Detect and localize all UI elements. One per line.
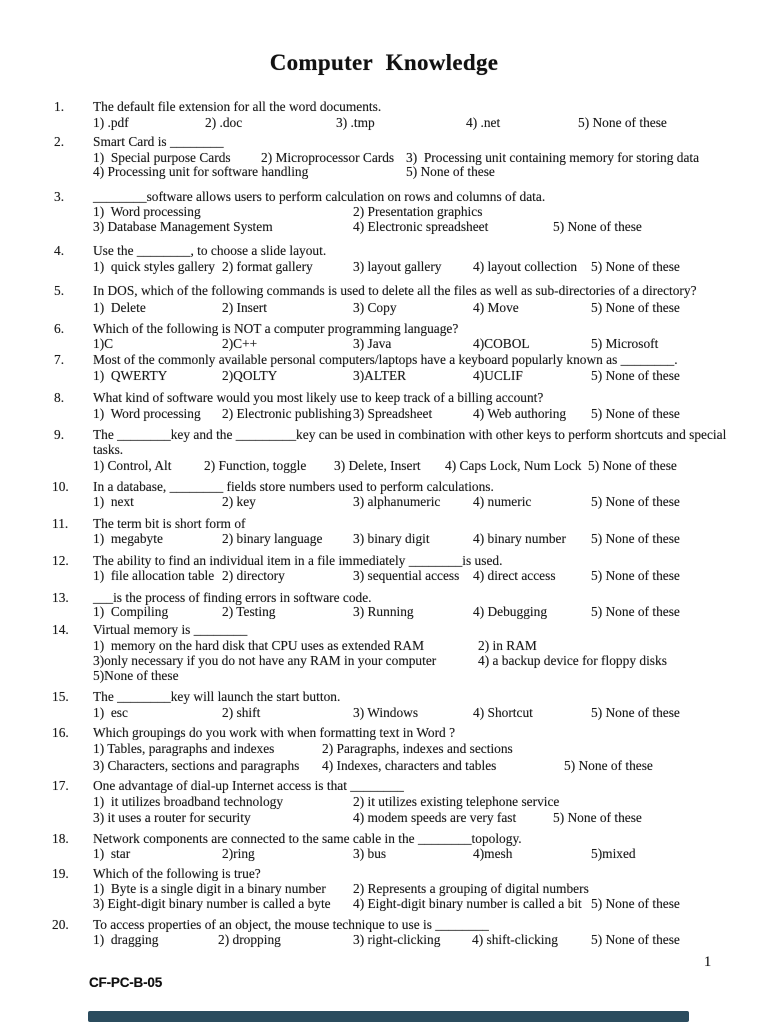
question-number: 5. xyxy=(54,283,65,298)
option-item: 5) None of these xyxy=(591,896,680,911)
option-item: 1) QWERTY xyxy=(93,368,168,383)
option-item: 2) Function, toggle xyxy=(204,458,307,473)
option-item: 2) Testing xyxy=(222,604,276,619)
question-number: 18. xyxy=(52,831,69,846)
option-item: 5) None of these xyxy=(553,810,642,825)
question-stem-line: ___is the process of finding errors in software code. xyxy=(93,590,372,605)
option-item: 1) Byte is a single digit in a binary number xyxy=(93,881,326,896)
option-item: 2) in RAM xyxy=(478,638,537,653)
option-item: 4) Debugging xyxy=(473,604,548,619)
option-item: 1) Delete xyxy=(93,300,146,315)
option-item: 4)COBOL xyxy=(473,336,530,351)
option-item: 5) None of these xyxy=(591,259,680,274)
option-item: 2) Electronic publishing xyxy=(222,406,352,421)
option-item: 2) it utilizes existing telephone service xyxy=(353,794,560,809)
option-item: 5)mixed xyxy=(591,846,636,861)
option-item: 5) None of these xyxy=(591,531,680,546)
option-item: 3) Delete, Insert xyxy=(334,458,421,473)
option-item: 1) esc xyxy=(93,705,128,720)
option-item: 4)mesh xyxy=(473,846,513,861)
option-item: 5) None of these xyxy=(591,705,680,720)
option-item: 1) file allocation table xyxy=(93,568,215,583)
option-item: 3) Characters, sections and paragraphs xyxy=(93,758,300,773)
option-item: 2) Insert xyxy=(222,300,267,315)
option-item: 2) Paragraphs, indexes and sections xyxy=(322,741,513,756)
question-stem-line: What kind of software would you most likely use to keep track of a billing account? xyxy=(93,390,544,405)
option-item: 4) Move xyxy=(473,300,519,315)
option-item: 3) .tmp xyxy=(336,115,375,130)
option-item: 2) .doc xyxy=(205,115,243,130)
question-number: 20. xyxy=(52,917,69,932)
option-item: 4) binary number xyxy=(473,531,566,546)
question-stem-line: Which groupings do you work with when formatting text in Word ? xyxy=(93,725,456,740)
question-number: 3. xyxy=(54,189,65,204)
option-item: 3) Spreadsheet xyxy=(353,406,433,421)
option-item: 1) memory on the hard disk that CPU uses as extended RAM xyxy=(93,638,424,653)
option-item: 1)C xyxy=(93,336,114,351)
question-number: 1. xyxy=(54,99,65,114)
option-item: 5) None of these xyxy=(578,115,667,130)
option-item: 5) None of these xyxy=(591,568,680,583)
option-item: 4) Eight-digit binary number is called a bit xyxy=(353,896,582,911)
question-stem-line: The ________key and the _________key can be used in combination with other keys to perform shortcuts and special xyxy=(93,427,727,442)
question-stem-line: Most of the commonly available personal computers/laptops have a keyboard popularly known as ________. xyxy=(93,352,678,367)
option-item: 3)only necessary if you do not have any RAM in your computer xyxy=(93,653,437,668)
option-item: 2) Microprocessor Cards xyxy=(261,150,395,165)
question-number: 14. xyxy=(52,622,69,637)
option-item: 5) None of these xyxy=(406,164,495,179)
option-item: 1) Word processing xyxy=(93,406,201,421)
question-number: 2. xyxy=(54,134,65,149)
option-item: 4) layout collection xyxy=(473,259,578,274)
question-stem-line: The term bit is short form of xyxy=(93,516,246,531)
option-item: 1) it utilizes broadband technology xyxy=(93,794,284,809)
option-item: 4) modem speeds are very fast xyxy=(353,810,517,825)
question-stem-line: The ability to find an individual item in a file immediately ________is used. xyxy=(93,553,503,568)
bottom-bar xyxy=(88,1011,689,1022)
option-item: 5) None of these xyxy=(591,604,680,619)
option-item: 1) megabyte xyxy=(93,531,163,546)
question-number: 6. xyxy=(54,321,65,336)
option-item: 2) key xyxy=(222,494,256,509)
option-item: 5) None of these xyxy=(591,932,680,947)
option-item: 4) .net xyxy=(466,115,501,130)
option-item: 1) Tables, paragraphs and indexes xyxy=(93,741,275,756)
option-item: 4) Web authoring xyxy=(473,406,567,421)
option-item: 3) Java xyxy=(353,336,392,351)
option-item: 1) Compiling xyxy=(93,604,169,619)
question-stem-line: Which of the following is NOT a computer programming language? xyxy=(93,321,459,336)
option-item: 3) layout gallery xyxy=(353,259,442,274)
option-item: 3) Running xyxy=(353,604,414,619)
question-number: 8. xyxy=(54,390,65,405)
footer-code: CF-PC-B-05 xyxy=(89,975,163,990)
option-item: 1) Control, Alt xyxy=(93,458,172,473)
question-stem-line: Which of the following is true? xyxy=(93,866,261,881)
option-item: 1) star xyxy=(93,846,131,861)
option-item: 5) None of these xyxy=(564,758,653,773)
option-item: 2) dropping xyxy=(218,932,281,947)
option-item: 3) alphanumeric xyxy=(353,494,441,509)
option-item: 4) a backup device for floppy disks xyxy=(478,653,667,668)
option-item: 3) right-clicking xyxy=(353,932,441,947)
page-number: 1 xyxy=(704,954,712,970)
option-item: 2) directory xyxy=(222,568,285,583)
option-item: 2) Presentation graphics xyxy=(353,204,483,219)
question-stem-line: The ________key will launch the start button. xyxy=(93,689,341,704)
question-stem-line: Use the ________, to choose a slide layout. xyxy=(93,243,327,258)
question-number: 11. xyxy=(52,516,69,531)
option-item: 3) binary digit xyxy=(353,531,430,546)
option-item: 5) None of these xyxy=(553,219,642,234)
option-item: 1) Word processing xyxy=(93,204,201,219)
option-item: 3) Processing unit containing memory for storing data xyxy=(406,150,700,165)
question-stem-line: The default file extension for all the word documents. xyxy=(93,99,382,114)
question-stem-line: One advantage of dial-up Internet access is that ________ xyxy=(93,778,404,793)
question-stem-line: tasks. xyxy=(93,442,124,457)
option-item: 5) None of these xyxy=(591,406,680,421)
question-stem-line: ________software allows users to perform calculation on rows and columns of data. xyxy=(93,189,546,204)
question-number: 15. xyxy=(52,689,69,704)
question-stem-line: In DOS, which of the following commands is used to delete all the files as well as sub-directories of a directory? xyxy=(93,283,697,298)
option-item: 5) None of these xyxy=(591,300,680,315)
question-number: 7. xyxy=(54,352,65,367)
option-item: 2)C++ xyxy=(222,336,258,351)
option-item: 5) Microsoft xyxy=(591,336,659,351)
option-item: 2) shift xyxy=(222,705,261,720)
question-number: 9. xyxy=(54,427,65,442)
option-item: 1) Special purpose Cards xyxy=(93,150,231,165)
option-item: 4) shift-clicking xyxy=(472,932,558,947)
question-number: 19. xyxy=(52,866,69,881)
option-item: 4) Electronic spreadsheet xyxy=(353,219,489,234)
option-item: 5) None of these xyxy=(591,368,680,383)
option-item: 3) sequential access xyxy=(353,568,460,583)
question-number: 16. xyxy=(52,725,69,740)
option-item: 4) Shortcut xyxy=(473,705,533,720)
option-item: 4) Indexes, characters and tables xyxy=(322,758,497,773)
option-item: 4) Caps Lock, Num Lock xyxy=(445,458,582,473)
option-item: 1) dragging xyxy=(93,932,159,947)
option-item: 3) Copy xyxy=(353,300,397,315)
question-number: 17. xyxy=(52,778,69,793)
option-item: 3) Eight-digit binary number is called a byte xyxy=(93,896,331,911)
option-item: 5)None of these xyxy=(93,668,179,683)
option-item: 1) next xyxy=(93,494,134,509)
option-item: 1) .pdf xyxy=(93,115,129,130)
question-number: 4. xyxy=(54,243,65,258)
option-item: 5) None of these xyxy=(591,494,680,509)
option-item: 3) bus xyxy=(353,846,387,861)
option-item: 3)ALTER xyxy=(353,368,407,383)
question-stem-line: Network components are connected to the same cable in the ________topology. xyxy=(93,831,522,846)
option-item: 2)ring xyxy=(222,846,255,861)
option-item: 1) quick styles gallery xyxy=(93,259,215,274)
option-item: 4) Processing unit for software handling xyxy=(93,164,309,179)
question-stem-line: In a database, ________ fields store numbers used to perform calculations. xyxy=(93,479,494,494)
question-stem-line: Virtual memory is ________ xyxy=(93,622,248,637)
question-stem-line: Smart Card is ________ xyxy=(93,134,224,149)
question-number: 13. xyxy=(52,590,69,605)
question-number: 12. xyxy=(52,553,69,568)
question-number: 10. xyxy=(52,479,69,494)
option-item: 2) Represents a grouping of digital numbers xyxy=(353,881,589,896)
option-item: 2)QOLTY xyxy=(222,368,278,383)
option-item: 4) numeric xyxy=(473,494,532,509)
option-item: 2) binary language xyxy=(222,531,323,546)
question-stem-line: To access properties of an object, the mouse technique to use is ________ xyxy=(93,917,489,932)
option-item: 3) it uses a router for security xyxy=(93,810,251,825)
option-item: 5) None of these xyxy=(588,458,677,473)
option-item: 3) Database Management System xyxy=(93,219,273,234)
page-title: Computer Knowledge xyxy=(269,50,499,75)
option-item: 2) format gallery xyxy=(222,259,313,274)
option-item: 4)UCLIF xyxy=(473,368,523,383)
option-item: 4) direct access xyxy=(473,568,556,583)
option-item: 3) Windows xyxy=(353,705,419,720)
